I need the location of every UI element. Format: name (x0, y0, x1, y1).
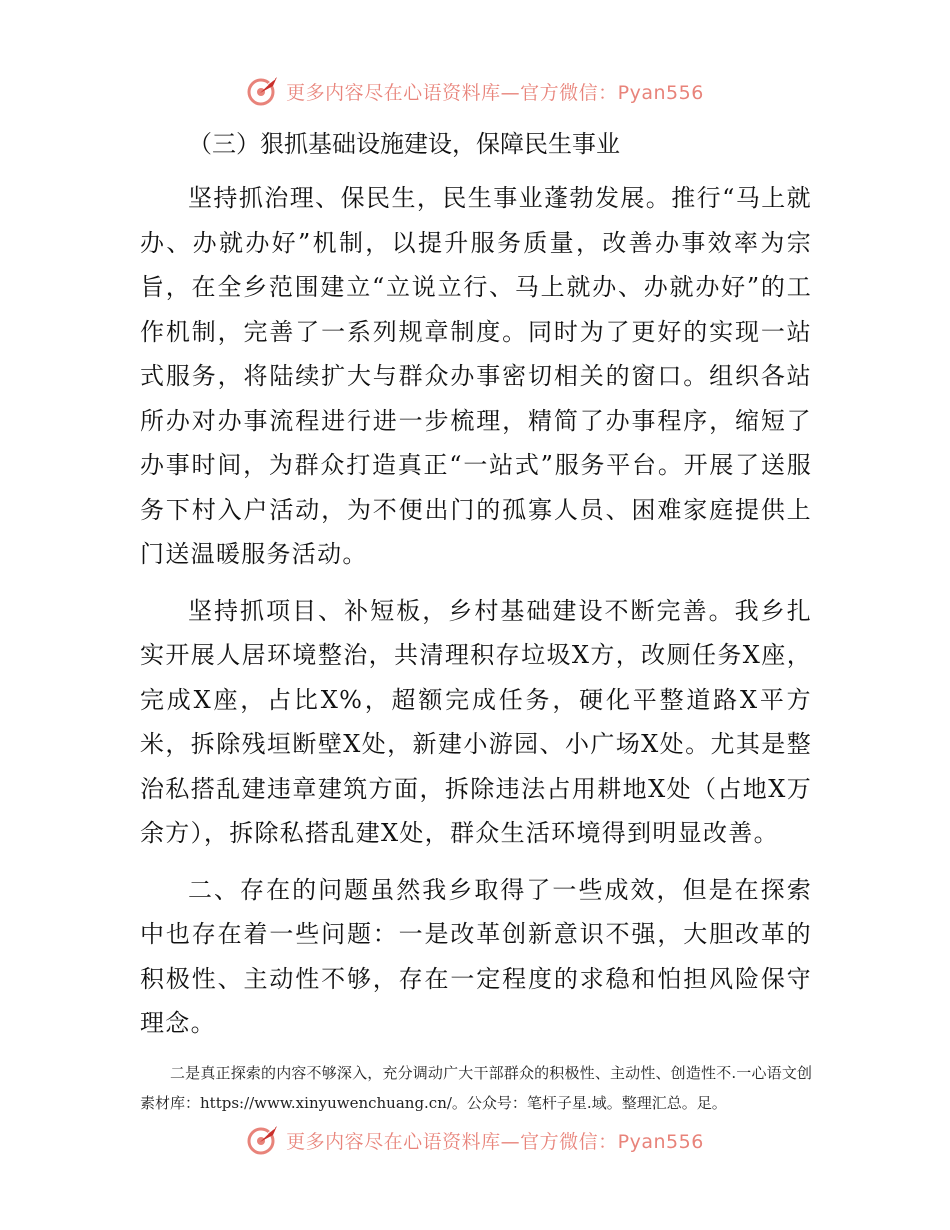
body-paragraph: 坚持抓项目、补短板，乡村基础建设不断完善。我乡扎实开展人居环境整治，共清理积存垃圾X方，改厕任务X座，完成X座，占比X%，超额完成任务，硬化平整道路X平方米，拆除残垣断壁X处，新建小游园、小广场X处。尤其是整治私搭乱建违章建筑方面，拆除违法占用耕地X处（占地X万余方），拆除私搭乱建X处，群众生活环境得到明显改善。 (140, 596, 812, 847)
body-paragraph: 二、存在的问题虽然我乡取得了一些成效，但是在探索中也存在着一些问题：一是改革创新意识不强，大胆改革的积极性、主动性不够，存在一定程度的求稳和怕担风险保守理念。 (140, 875, 812, 1037)
footnote-paragraph: 二是真正探索的内容不够深入，充分调动广大干部群众的积极性、主动性、创造性不.一心语文创素材库：https://www.xinyuwenchuang.cn/。公众号：笔杆子星.域。整理汇总。足。 (140, 1063, 812, 1112)
quill-seal-icon (246, 74, 280, 108)
body-paragraph: 坚持抓治理、保民生，民生事业蓬勃发展。推行“马上就办、办就办好”机制，以提升服务质量，改善办事效率为宗旨，在全乡范围建立“立说立行、马上就办、办就办好”的工作机制，完善了一系列规章制度。同时为了更好的实现一站式服务，将陆续扩大与群众办事密切相关的窗口。组织各站所办对办事流程进行进一步梳理，精简了办事程序，缩短了办事时间，为群众打造真正“一站式”服务平台。开展了送服务下村入户活动，为不便出门的孤寡人员、困难家庭提供上门送温暖服务活动。 (140, 184, 812, 568)
section-heading: （三）狠抓基础设施建设，保障民生事业 (188, 130, 620, 158)
quill-seal-icon (246, 1123, 280, 1157)
watermark-text: 更多内容尽在心语资料库—官方微信：Pyan556 (286, 1130, 704, 1153)
document-body (140, 118, 812, 1118)
watermark-header (0, 74, 950, 108)
watermark-footer (0, 1123, 950, 1157)
watermark-text: 更多内容尽在心语资料库—官方微信：Pyan556 (286, 81, 704, 104)
